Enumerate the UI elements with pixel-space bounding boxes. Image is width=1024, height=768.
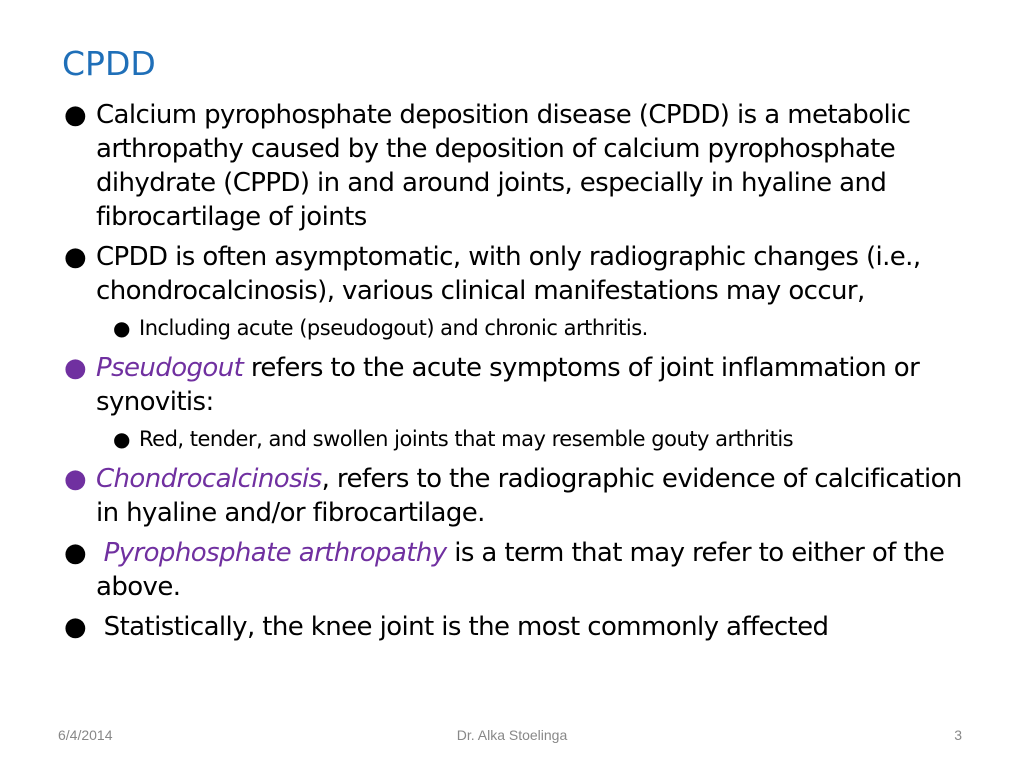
bullet-lead-space <box>96 538 104 568</box>
bullet-icon: ● <box>64 538 87 568</box>
bullet-item-3 <box>62 351 972 419</box>
bullet-icon: ● <box>64 612 87 642</box>
bullet-icon: ● <box>64 353 87 383</box>
sub-bullet-icon: ● <box>113 427 131 451</box>
bullet-text: Calcium pyrophosphate deposition disease (CPDD) is a metabolic arthropathy caused by the deposition of calcium pyrophosphate dihydrate (CPPD) in and around joints, especially in hyaline and fibrocartilage of joints <box>96 100 911 232</box>
bullet-text: , refers to the radiographic evidence of calcification in hyaline and/or fibrocartilage. <box>96 464 962 528</box>
emphasis-term-pyrophosphate-arthropathy: Pyrophosphate arthropathy <box>103 538 447 568</box>
footer-page-number: 3 <box>954 727 962 743</box>
bullet-list <box>62 98 972 650</box>
bullet-icon: ● <box>64 464 87 494</box>
bullet-item-1 <box>62 98 972 234</box>
bullet-text: CPDD is often asymptomatic, with only radiographic changes (i.e., chondrocalcinosis), various clinical manifestations may occur, <box>96 242 921 306</box>
sub-bullet-item-3-1 <box>62 424 972 454</box>
bullet-icon: ● <box>64 242 87 272</box>
bullet-item-4 <box>62 462 972 530</box>
sub-bullet-text: Red, tender, and swollen joints that may resemble gouty arthritis <box>139 427 794 451</box>
bullet-item-6 <box>62 610 972 644</box>
footer-date: 6/4/2014 <box>58 727 113 743</box>
bullet-text: refers to the acute symptoms of joint inflammation or synovitis: <box>96 353 920 417</box>
emphasis-term-pseudogout: Pseudogout <box>96 353 244 383</box>
emphasis-term-chondrocalcinosis: Chondrocalcinosis <box>96 464 322 494</box>
sub-bullet-item-2-1 <box>62 313 972 343</box>
bullet-text: Statistically, the knee joint is the most commonly affected <box>96 612 829 642</box>
sub-bullet-text: Including acute (pseudogout) and chronic arthritis. <box>139 316 648 340</box>
bullet-item-5 <box>62 536 972 604</box>
footer-author: Dr. Alka Stoelinga <box>456 727 568 743</box>
slide-title: CPDD <box>62 44 156 83</box>
sub-bullet-icon: ● <box>113 316 131 340</box>
bullet-text: is a term that may refer to either of the above. <box>96 538 945 602</box>
bullet-icon: ● <box>64 100 87 130</box>
bullet-item-2 <box>62 240 972 308</box>
